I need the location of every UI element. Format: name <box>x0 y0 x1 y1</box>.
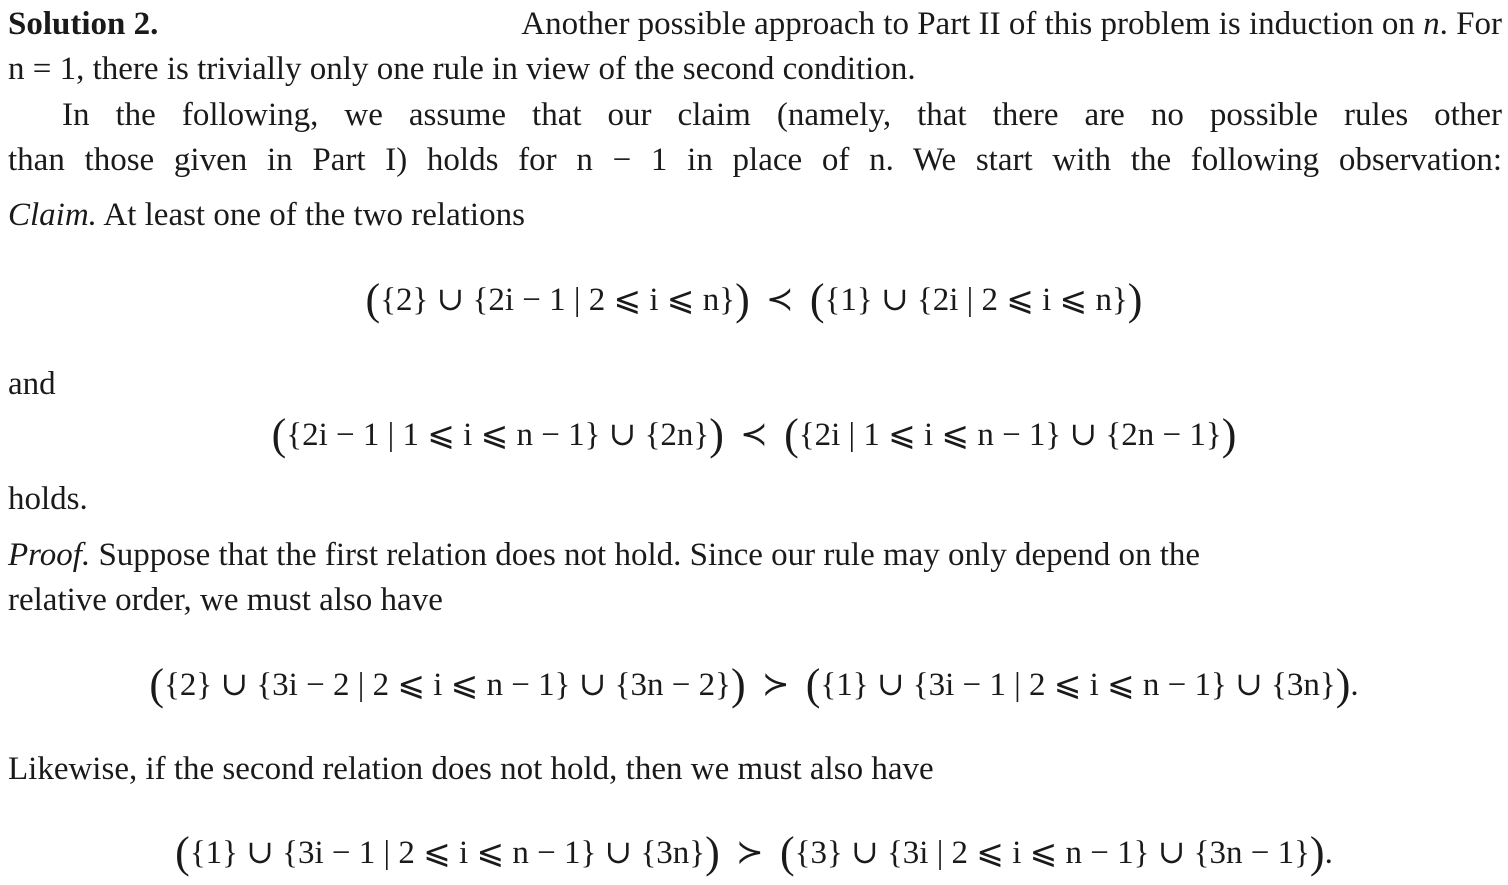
proof-intro: Proof. Suppose that the first relation does not hold. Since our rule may only depend on the <box>8 537 1201 573</box>
proof-label: Proof. <box>8 537 91 573</box>
base-case-text: n = 1, there is trivially only one rule in view of the second condition. <box>8 51 916 87</box>
induction-assumption-text: In the following, we assume that our claim (namely, that there are no possible rules other <box>62 97 1502 133</box>
eq1-relation: ≺ <box>765 282 794 318</box>
eq1-right: {1} ∪ {2i | 2 ⩽ i ⩽ n} <box>824 282 1128 318</box>
eq4-left: {1} ∪ {3i − 1 | 2 ⩽ i ⩽ n − 1} ∪ {3n} <box>189 835 706 871</box>
equation-4: ({1} ∪ {3i − 1 | 2 ⩽ i ⩽ n − 1} ∪ {3n}) ≻ ({3} ∪ {3i | 2 ⩽ i ⩽ n − 1} ∪ {3n − 1}). <box>175 828 1333 877</box>
eq3-left: {2} ∪ {3i − 2 | 2 ⩽ i ⩽ n − 1} ∪ {3n − 2} <box>164 667 731 703</box>
eq3-right: {1} ∪ {3i − 1 | 2 ⩽ i ⩽ n − 1} ∪ {3n} <box>820 667 1336 703</box>
claim-text: At least one of the two relations <box>103 197 525 233</box>
equation-3: ({2} ∪ {3i − 2 | 2 ⩽ i ⩽ n − 1} ∪ {3n − 2}) ≻ ({1} ∪ {3i − 1 | 2 ⩽ i ⩽ n − 1} ∪ {3n}). <box>149 660 1359 709</box>
equation-2: ({2i − 1 | 1 ⩽ i ⩽ n − 1} ∪ {2n}) ≺ ({2i | 1 ⩽ i ⩽ n − 1} ∪ {2n − 1}) <box>271 410 1237 459</box>
solution-label: Solution 2. <box>8 6 159 42</box>
likewise-text: Likewise, if the second relation does not hold, then we must also have <box>8 751 934 787</box>
claim-statement <box>8 195 1502 235</box>
solution-intro-text: Another possible approach to Part II of this problem is induction on n. For <box>521 6 1502 42</box>
equation-1: ({2} ∪ {2i − 1 | 2 ⩽ i ⩽ n}) ≺ ({1} ∪ {2i | 2 ⩽ i ⩽ n}) <box>365 275 1143 324</box>
proof-statement <box>8 535 1502 575</box>
eq4-right: {3} ∪ {3i | 2 ⩽ i ⩽ n − 1} ∪ {3n − 1} <box>794 835 1310 871</box>
holds-text: holds. <box>8 481 88 517</box>
proof-continuation: relative order, we must also have <box>8 582 443 618</box>
eq2-relation: ≺ <box>740 417 768 453</box>
solution-heading-line <box>8 4 1502 44</box>
induction-assumption-cont: than those given in Part I) holds for n − 1 in place of n. We start with the following observation: <box>8 142 1502 178</box>
and-text: and <box>8 366 56 402</box>
eq2-right: {2i | 1 ⩽ i ⩽ n − 1} ∪ {2n − 1} <box>798 417 1222 453</box>
eq4-relation: ≻ <box>736 835 764 871</box>
eq2-left: {2i − 1 | 1 ⩽ i ⩽ n − 1} ∪ {2n} <box>286 417 710 453</box>
claim-label: Claim. <box>8 197 97 233</box>
eq1-left: {2} ∪ {2i − 1 | 2 ⩽ i ⩽ n} <box>380 282 736 318</box>
eq3-relation: ≻ <box>761 667 790 703</box>
